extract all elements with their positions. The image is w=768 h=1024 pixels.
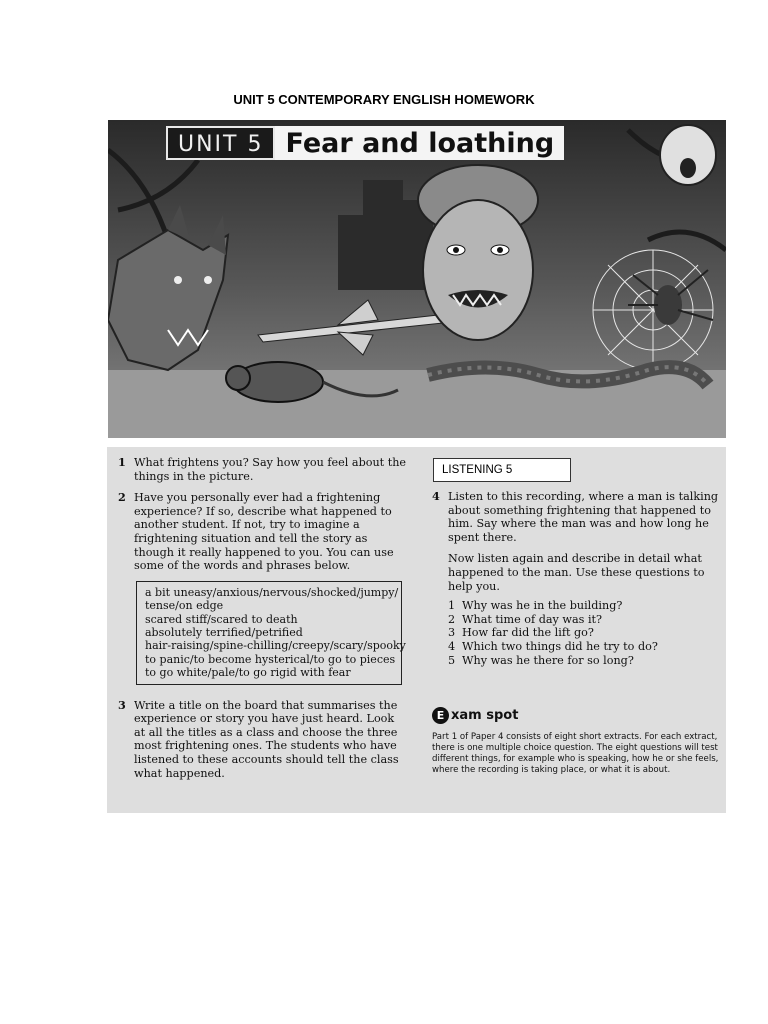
sub-question-number: 2 <box>448 612 456 626</box>
question-1 <box>118 456 408 483</box>
sub-question-number: 4 <box>448 639 456 653</box>
sub-question-text: Which two things did he try to do? <box>462 639 658 653</box>
question-text: Have you personally ever had a frightening experience? If so, describe what happened to another student. If not, try to imagine a frightening situation and tell the story as though it really happened to you. You can use some of the words and phrases below. <box>134 491 394 573</box>
sub-question-text: Why was he in the building? <box>462 599 623 613</box>
sub-question <box>448 654 724 668</box>
vocabulary-line: tense/on edge <box>145 599 224 613</box>
unit-number-label: UNIT 5 <box>166 126 275 160</box>
sub-question-number: 5 <box>448 653 456 667</box>
vocabulary-box <box>136 581 406 685</box>
vocabulary-line: hair-raising/spine-chilling/creepy/scary/spooky <box>145 639 406 653</box>
question-text: Listen to this recording, where a man is talking about something frightening that happened to him. Say where the man was and how long he spent there. <box>448 490 719 544</box>
sub-question-text: How far did the lift go? <box>462 626 594 640</box>
vocabulary-line: absolutely terrified/petrified <box>145 625 303 639</box>
listening-label-box: LISTENING 5 <box>433 458 571 482</box>
question-number: 1 <box>118 455 126 469</box>
exam-spot-text: Part 1 of Paper 4 consists of eight short extracts. For each extract, there is one multiple choice question. The eight questions will test different things, for example who is speaking, how he or she feels, where the recording is taking place, or what it is about. <box>432 732 719 776</box>
sub-question-text: Why was he there for so long? <box>462 653 634 667</box>
sub-question <box>448 626 724 640</box>
question-2 <box>118 491 408 573</box>
question-text: Write a title on the board that summarises the experience or story you have just heard. Look at all the titles as a class and choose the three most frightening ones. The students who have listened to these accounts should tell the class what happened. <box>134 698 399 780</box>
left-column <box>118 456 408 788</box>
question-number: 4 <box>432 489 440 503</box>
sub-question <box>448 599 724 613</box>
spider-icon <box>593 250 713 370</box>
exam-spot-badge-icon: E <box>432 707 449 724</box>
vocabulary-line: scared stiff/scared to death <box>145 612 298 626</box>
vocabulary-line: a bit uneasy/anxious/nervous/shocked/jumpy/ <box>145 585 399 599</box>
sub-question-number: 1 <box>448 599 456 613</box>
document-title: UNIT 5 CONTEMPORARY ENGLISH HOMEWORK <box>233 92 535 107</box>
exam-spot-heading <box>432 707 724 724</box>
vocabulary-line: to panic/to become hysterical/to go to pieces <box>145 652 396 666</box>
sub-question-number: 3 <box>448 626 456 640</box>
sub-question <box>448 613 724 627</box>
unit-heading <box>166 126 564 160</box>
question-number: 2 <box>118 490 126 505</box>
banner-artwork <box>108 120 726 438</box>
sub-question-list <box>432 599 724 667</box>
question-text: What frightens you? Say how you feel about the things in the picture. <box>134 456 407 483</box>
unit-banner-illustration <box>108 120 726 438</box>
follow-up-instruction: Now listen again and describe in detail what happened to the man. Use these questions to help you. <box>448 552 705 593</box>
right-column <box>432 490 724 776</box>
unit-title: Fear and loathing <box>275 126 564 160</box>
exam-spot-title: xam spot <box>451 707 519 723</box>
sub-question-text: What time of day was it? <box>462 612 603 626</box>
question-number: 3 <box>118 697 126 712</box>
question-4 <box>432 490 724 544</box>
vocabulary-line: to go white/pale/to go rigid with fear <box>145 666 351 680</box>
ghost-face-icon <box>660 125 716 185</box>
man-face-icon <box>418 165 538 340</box>
question-3 <box>118 699 408 781</box>
sub-question <box>448 640 724 654</box>
